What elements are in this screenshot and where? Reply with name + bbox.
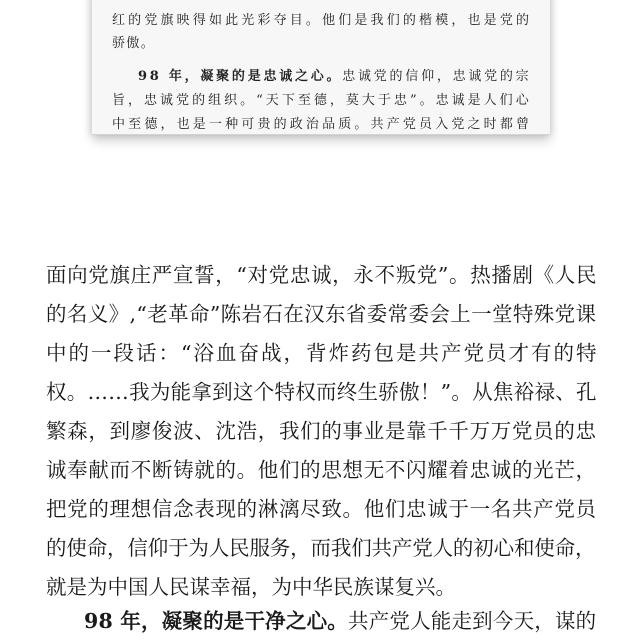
quoted-excerpt-card xyxy=(92,0,550,135)
body-line: 中的一段话：“浴血奋战，背炸药包是共产党员才有的特 xyxy=(46,341,599,365)
body-line: 繁森，到廖俊波、沈浩，我们的事业是靠千千万万党员的忠 xyxy=(46,419,597,443)
body-line: 的使命，信仰于为人民服务，而我们共产党人的初心和使命， xyxy=(46,536,596,560)
excerpt-line: 中至德，也是一种可贵的政治品质。共产党员入党之时都曾 xyxy=(112,117,533,132)
body-line: 把党的理想信念表现的淋漓尽致。他们忠诚于一名共产党员 xyxy=(46,497,597,521)
body-line: 就是为中国人民谋幸福，为中华民族谋复兴。 xyxy=(46,575,456,599)
body-line: 面向党旗庄严宣誓，“对党忠诚，永不叛党”。热播剧《人民 xyxy=(46,263,598,287)
excerpt-line xyxy=(138,69,531,85)
excerpt-heading: 98 年，凝聚的是忠诚之心。 xyxy=(138,69,343,84)
body-text: 共产党人能走到今天，谋的 xyxy=(347,609,597,633)
excerpt-line: 骄傲。 xyxy=(112,36,156,51)
body-line xyxy=(84,608,596,634)
excerpt-line: 红的党旗映得如此光彩夺目。他们是我们的楷模，也是党的 xyxy=(112,13,533,28)
body-line: 权。……我为能拿到这个特权而终生骄傲！”。从焦裕禄、孔 xyxy=(46,380,597,404)
excerpt-text: 忠诚党的信仰，忠诚党的宗 xyxy=(342,69,532,84)
section-heading: 98 年，凝聚的是干净之心。 xyxy=(84,609,348,633)
body-line: 的名义》,“老革命”陈岩石在汉东省委常委会上一堂特殊党课 xyxy=(46,302,597,326)
excerpt-line: 旨，忠诚党的组织。“天下至德，莫大于忠”。忠诚是人们心 xyxy=(112,93,532,108)
body-line: 诚奉献而不断铸就的。他们的思想无不闪耀着忠诚的光芒， xyxy=(46,458,597,482)
